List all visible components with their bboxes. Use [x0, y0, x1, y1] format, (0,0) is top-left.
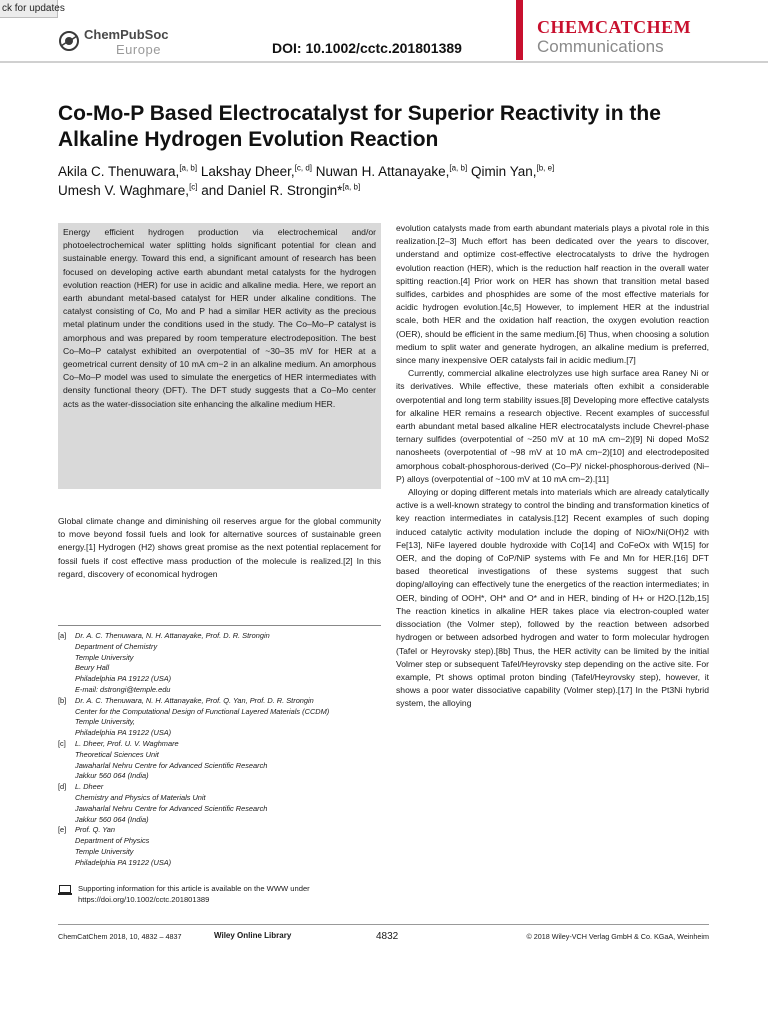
abstract-box: Energy efficient hydrogen production via electrochemical and/or photoelectrochemical water splitting holds significant potential for clean and sustainable energy. Toward this end, a significant amount of research has been focused on developing active earth abundant metal catalysts for the hydrogen evolution reaction (HER) for use in acidic and alkaline media. Here, we report an earth abundant metal-based catalyst for HER under alkaline conditions. The catalyst consisting of Co, Mo and P had a similar HER activity as the precious metal platinum under the conditions used in the study. The Co–Mo–P catalyst is amorphous and was prepared by room temperature electrodeposition. The best Co–Mo–P catalyst exhibited an overpotential of ~30–35 mV for HER at a geometrical current density of 10 mA cm−2 in an alkaline medium. An amorphous Co–Mo–P model was used to simulate the energetics of HER intermediates with density functional theory (DFT). The DFT study suggests that a Co–Mo center acts as the water-dissociation site enhancing the alkaline medium HER.	[58, 223, 381, 489]
introduction-paragraph: Global climate change and diminishing oil reserves argue for the global community to move beyond fossil fuels and look for alternative sources of sustainable green energy.[1] Hydrogen (H2) shows great promise as the next potential replacement for fossil fuels if cost effective mass production of the molecule is realized.[2] In this regard, discovery of economical hydrogen	[58, 516, 381, 579]
journal-name-part3: CHEM	[633, 17, 692, 37]
affiliation-line: Prof. Q. Yan	[75, 825, 115, 835]
affiliation-line: Jawaharlal Nehru Centre for Advanced Scientific Research	[75, 760, 268, 770]
author-affiliation: [c]	[189, 182, 198, 192]
footer-library-link[interactable]: Wiley Online Library	[214, 931, 292, 940]
author-name[interactable]: Lakshay Dheer,	[200, 164, 295, 179]
affiliation-line: Chemistry and Physics of Materials Unit	[75, 792, 206, 802]
affiliation-line: L. Dheer, Prof. U. V. Waghmare	[75, 738, 179, 748]
main-text-column	[396, 222, 709, 711]
supporting-info-note	[58, 884, 381, 906]
publisher-logo-icon	[58, 30, 80, 52]
affiliation-line: Center for the Computational Design of Functional Layered Materials (CCDM)	[75, 706, 330, 716]
affiliation-line: Temple University	[75, 652, 134, 662]
affiliation-line: Temple University,	[75, 717, 135, 727]
affiliation-key: [b]	[58, 695, 67, 705]
affiliation-line: Dr. A. C. Thenuwara, N. H. Attanayake, Prof. D. R. Strongin	[75, 631, 270, 640]
affiliation-line: Philadelphia PA 19122 (USA)	[75, 728, 172, 738]
affiliation-line: Jakkur 560 064 (India)	[75, 771, 149, 781]
affiliation-item	[58, 631, 381, 696]
supporting-info-text[interactable]: Supporting information for this article is available on the WWW under https://doi.org/10.1002/cctc.201801389	[78, 884, 310, 904]
affiliation-line: Theoretical Sciences Unit	[75, 749, 159, 759]
affiliation-line: Temple University	[75, 846, 134, 856]
author-list	[58, 162, 718, 200]
journal-name	[537, 17, 691, 38]
affiliation-item	[58, 696, 381, 739]
body-paragraph: Currently, commercial alkaline electrolyzes use high surface area Raney Ni or its derivatives. While effective, these materials often exhibit a considerable overpotential and long term stability issues.[8] Developing more effective catalysts for alkaline HER remains a research objective. Recent examples of successful earth abundant metal based alkaline HER electrocatalysts include Chevrel-phase ternary sulfides (overpotential of ~250 mV at 10 mA cm−2)[9] Ni doped MoS2 nanosheets (overpotential of ~98 mV at 10 mA cm−2)[10] and electrodeposited amorphous cobalt-phosphorous-derived (Co–P)/ nickel-phosphorous-derived (Ni–P) alloys (overpotential of ~100 mV at 10 mA cm−2).[11]	[396, 368, 709, 484]
footer-citation: ChemCatChem 2018, 10, 4832 – 4837	[58, 932, 182, 941]
journal-name-part2: CAT	[595, 17, 634, 37]
author-name[interactable]: Nuwan H. Attanayake,	[315, 164, 450, 179]
affiliation-line: Jawaharlal Nehru Centre for Advanced Scientific Research	[75, 803, 268, 813]
author-affiliation: [a, b]	[342, 182, 361, 192]
footer-divider	[58, 924, 709, 925]
header-divider	[0, 61, 768, 63]
affiliation-line: Dr. A. C. Thenuwara, N. H. Attanayake, Prof. Q. Yan, Prof. D. R. Strongin	[75, 695, 314, 705]
affiliation-key: [a]	[58, 631, 67, 640]
check-for-updates-tab[interactable]: ck for updates	[0, 0, 58, 18]
author-affiliation: [a, b]	[179, 163, 198, 173]
affiliation-line: Department of Physics	[75, 836, 150, 846]
article-title: Co-Mo-P Based Electrocatalyst for Superior Reactivity in the Alkaline Hydrogen Evolution Reaction	[58, 102, 661, 151]
affiliation-key: [e]	[58, 825, 67, 835]
footer-copyright: © 2018 Wiley-VCH Verlag GmbH & Co. KGaA, Weinheim	[526, 932, 709, 941]
affiliation-item	[58, 739, 381, 782]
affiliation-line: Philadelphia PA 19122 (USA)	[75, 674, 172, 684]
author-name[interactable]: Akila C. Thenuwara,	[58, 164, 180, 179]
affiliation-key: [c]	[58, 738, 66, 748]
affiliation-line: L. Dheer	[75, 782, 104, 792]
journal-color-band	[516, 0, 523, 60]
affiliation-item	[58, 782, 381, 825]
author-name[interactable]: Umesh V. Waghmare,	[58, 183, 190, 198]
affiliation-divider	[58, 625, 381, 626]
publisher-logo	[58, 24, 188, 58]
author-name[interactable]: and Daniel R. Strongin*	[201, 183, 343, 198]
affiliation-key: [d]	[58, 782, 67, 792]
author-affiliation: [b, e]	[536, 163, 555, 173]
page-number: 4832	[376, 931, 399, 942]
body-paragraph: evolution catalysts made from earth abundant materials plays a pivotal role in this realization.[2–3] Much effort has been dedicated over the years to discover, understand and optimize cost-effective electrocatalysts to drive the hydrogen evolution reaction (HER), which is the reduction half reaction in the overall water spitting reaction.[4] Prior work on HER has shown that transition metal based sulfides, carbides and phosphides are some of the most effective materials for acidic hydrogen evolution.[4c,5] However, to implement HER at the industrial scale, both HER and the oxidation half reaction, the oxygen evolution reaction (OER), should be efficient in the same medium.[6] Thus, when choosing a solution medium to split water and generate hydrogen, an alkaline medium is preferred, since many inexpensive OER catalysts fail in acidic medium.[7]	[396, 223, 709, 366]
affiliation-line: Jakkur 560 064 (India)	[75, 814, 149, 824]
computer-icon	[58, 885, 72, 895]
affiliation-line: Beury Hall	[75, 663, 110, 673]
affiliation-item	[58, 825, 381, 868]
publisher-region: Europe	[116, 42, 161, 57]
page-footer	[58, 931, 709, 943]
author-affiliation: [c, d]	[294, 163, 313, 173]
journal-name-part1: CHEM	[537, 17, 595, 37]
affiliation-line: Department of Chemistry	[75, 641, 158, 651]
affiliation-line: Philadelphia PA 19122 (USA)	[75, 857, 172, 867]
author-name[interactable]: Qimin Yan,	[470, 164, 537, 179]
author-affiliation: [a, b]	[449, 163, 468, 173]
article-doi[interactable]: DOI: 10.1002/cctc.201801389	[272, 40, 462, 56]
body-paragraph: Alloying or doping different metals into materials which are already catalytically active is a well-known strategy to control the binding and transformation kinetics of key reaction intermediates in catalysis.[12] Recent examples of such doping induced catalytic activity modulation include the doping of NiOx/Ni(OH)2 with Fe[13], NiFe layered double hydroxide with Co[14] and CoFeOx with W[15] for OER, and the doping of CoP/NiP systems with Fe and Mn for HER.[16] DFT based theoretical investigations of these systems suggest that such doping/alloying can effectively tune the energetics of the reaction intermediates; in OER, binding of OOH*, OH* and O* and in HER, binding of H+ or H2O.[12b,15] The reaction kinetics in alkaline HER takes place via electron-coupled water dissociation (the Volmer step), followed by the reaction between adsorbed hydrogen or between adsorbed hydrogen and water to form molecular hydrogen (Tafel or Heyrovsky step).[8b] Thus, the HER activity can be limited by the initial Volmer step or subsequent Tafel/Heyrovsky step depending on the active site. For example, Pt shows optimal proton binding (Tafel/Heyrovsky step), however, it shows a poor water dissociative capability (Volmer step).[17] In the Pt3Ni hybrid system, the alloying	[396, 487, 709, 709]
affiliation-list	[58, 631, 381, 869]
affiliation-email[interactable]: E-mail: dstrongi@temple.edu	[75, 684, 171, 694]
publisher-name: ChemPubSoc	[84, 27, 169, 42]
article-section: Communications	[537, 37, 664, 56]
